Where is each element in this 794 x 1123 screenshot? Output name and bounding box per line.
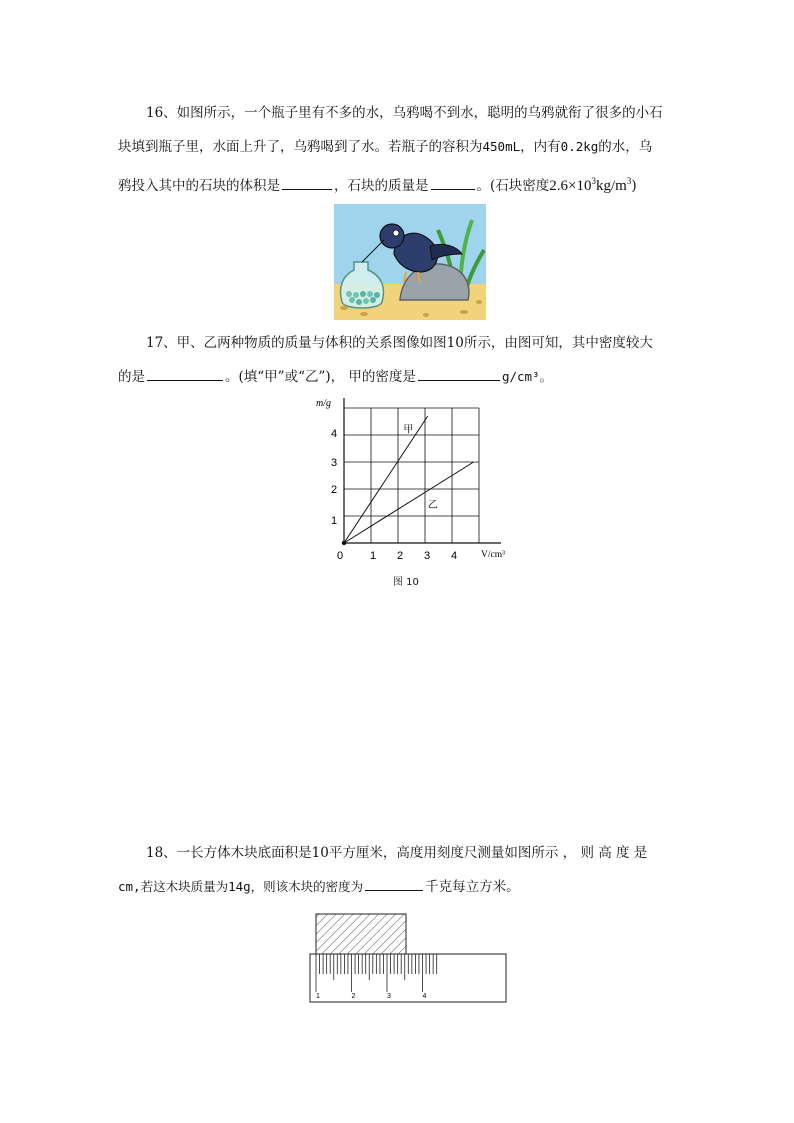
ruler-label: 2 bbox=[351, 993, 356, 1000]
q17-blank-denser[interactable] bbox=[147, 366, 223, 381]
q16-volume: 450mL bbox=[482, 139, 521, 154]
x-tick-label: 3 bbox=[423, 550, 431, 562]
q17-line1: 17、甲、乙两种物质的质量与体积的关系图像如图10所示，由图可知，其中密度较大 bbox=[146, 335, 653, 351]
q16-density: $2.6\times 10^3kg/m^3$ bbox=[549, 176, 632, 194]
q16-line3: 鸦投入其中的石块的体积是 ，石块的质量是 。(石块密度$2.6\times 10^3kg/m^3$) bbox=[118, 176, 637, 194]
x-tick-label: 2 bbox=[396, 550, 404, 562]
y-tick-label: 1 bbox=[330, 515, 338, 527]
y-tick-label: 3 bbox=[330, 457, 338, 469]
series-line-yi bbox=[344, 462, 474, 543]
wooden-block bbox=[316, 914, 406, 954]
question-16 bbox=[118, 96, 678, 203]
series-label-jia: 甲 bbox=[403, 424, 414, 436]
x-axis-label: V/cm³ bbox=[481, 550, 505, 560]
x-tick-label: 0 bbox=[336, 550, 344, 562]
ruler-measurement-figure bbox=[306, 910, 510, 1006]
q17-line2: 的是 。(填“甲”或“乙”)， 甲的密度是 g/cm³。 bbox=[118, 360, 678, 394]
y-tick-label: 2 bbox=[330, 484, 338, 496]
question-17 bbox=[118, 326, 678, 394]
x-tick-label: 4 bbox=[450, 550, 458, 562]
q18-line2: cm,若这木块质量为14g，则该木块的密度为 千克每立方米。 bbox=[118, 870, 678, 904]
y-tick-label: 4 bbox=[330, 428, 338, 440]
q16-blank-volume[interactable] bbox=[282, 175, 332, 190]
crow-drinking-illustration bbox=[334, 204, 486, 320]
figure-10-caption: 图 10 bbox=[393, 577, 419, 588]
mass-volume-chart bbox=[310, 398, 520, 568]
crow-head bbox=[380, 224, 404, 248]
y-axis-label: m/g bbox=[316, 398, 331, 409]
crow-eye bbox=[393, 230, 399, 236]
q16-line2: 块填到瓶子里，水面上升了，乌鸦喝到了水。若瓶子的容积为450mL，内有0.2kg的水，乌 bbox=[118, 139, 653, 155]
q18-line1: 18、一长方体木块底面积是10平方厘米，高度用刻度尺测量如图所示 ， 则 高 度 是 bbox=[146, 845, 648, 861]
question-18 bbox=[118, 836, 678, 904]
q16-blank-mass[interactable] bbox=[431, 175, 475, 190]
ruler-label: 1 bbox=[316, 993, 320, 1000]
q16-mass: 0.2kg bbox=[560, 139, 599, 154]
q18-blank-density[interactable] bbox=[365, 876, 423, 891]
q17-blank-density[interactable] bbox=[418, 366, 500, 381]
q16-line1: 16、如图所示，一个瓶子里有不多的水，乌鸦喝不到水，聪明的乌鸦就衔了很多的小石 bbox=[146, 105, 663, 121]
chart-axes bbox=[316, 398, 505, 560]
ruler-label: 3 bbox=[387, 993, 391, 1000]
x-tick-label: 1 bbox=[369, 550, 377, 562]
ruler-label: 4 bbox=[422, 993, 427, 1000]
chart-ticks bbox=[331, 428, 457, 562]
series-label-yi: 乙 bbox=[427, 499, 438, 511]
